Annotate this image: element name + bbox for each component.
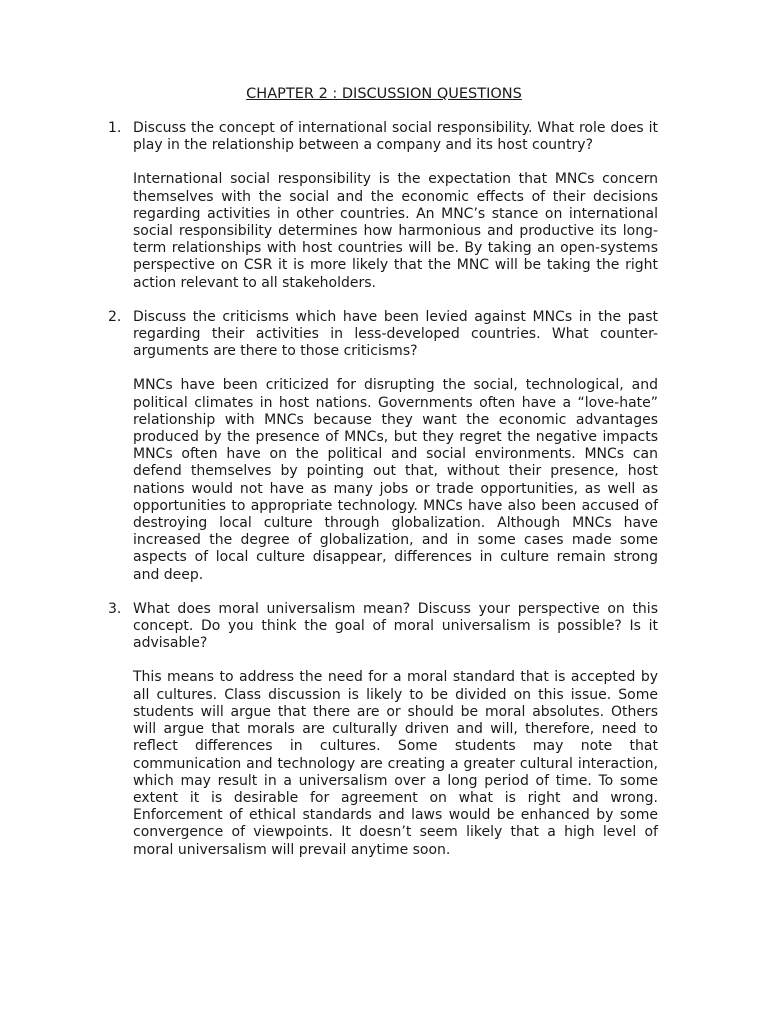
page-title: CHAPTER 2 : DISCUSSION QUESTIONS	[246, 86, 522, 102]
question-text: Discuss the criticisms which have been levied against MNCs in the past regarding their activities in less-developed countries. What counter-arguments are there to those criticisms?	[133, 308, 658, 360]
answer-text: MNCs have been criticized for disrupting the social, technological, and political climates in host nations. Governments often have a “love-hate” relationship with MNCs because they want the economic advantages produced by the presence of MNCs, but they regret the negative impacts MNCs often have on the political and social environments. MNCs can defend themselves by pointing out that, without their presence, host nations would not have as many jobs or trade opportunities, as well as opportunities to appropriate technology. MNCs have also been accused of destroying local culture through globalization. Although MNCs have increased the degree of globalization, and in some cases made some aspects of local culture disappear, differences in culture remain strong and deep.	[133, 377, 658, 583]
answer-text: International social responsibility is the expectation that MNCs concern themselves with the social and the economic effects of their decisions regarding activities in other countries. An MNC’s stance on international social responsibility determines how harmonious and productive its long-term relationships with host countries will be. By taking an open-systems perspective on CSR it is more likely that the MNC will be taking the right action relevant to all stakeholders.	[133, 171, 658, 291]
question-number: 2.	[108, 308, 122, 325]
question-item-2	[108, 309, 658, 584]
question-text: Discuss the concept of international social responsibility. What role does it play in the relationship between a company and its host country?	[133, 120, 658, 154]
answer-text: This means to address the need for a moral standard that is accepted by all cultures. Class discussion is likely to be divided on this issue. Some students will argue that there are or should be moral absolutes. Others will argue that morals are culturally driven and will, therefore, need to reflect differences in cultures. Some students may note that communication and technology are creating a greater cultural interaction, which may result in a universalism over a long period of time. To some extent it is desirable for agreement on what is right and wrong. Enforcement of ethical standards and laws would be enhanced by some convergence of viewpoints. It doesn’t seem likely that a high level of moral universalism will prevail anytime soon.	[133, 669, 658, 858]
question-item-1	[108, 120, 658, 292]
question-number: 1.	[108, 120, 122, 136]
question-item-3	[108, 601, 658, 859]
question-number: 3.	[108, 600, 122, 617]
questions-list	[108, 120, 658, 876]
question-text: What does moral universalism mean? Discuss your perspective on this concept. Do you think the goal of moral universalism is possible? Is it advisable?	[133, 600, 658, 652]
